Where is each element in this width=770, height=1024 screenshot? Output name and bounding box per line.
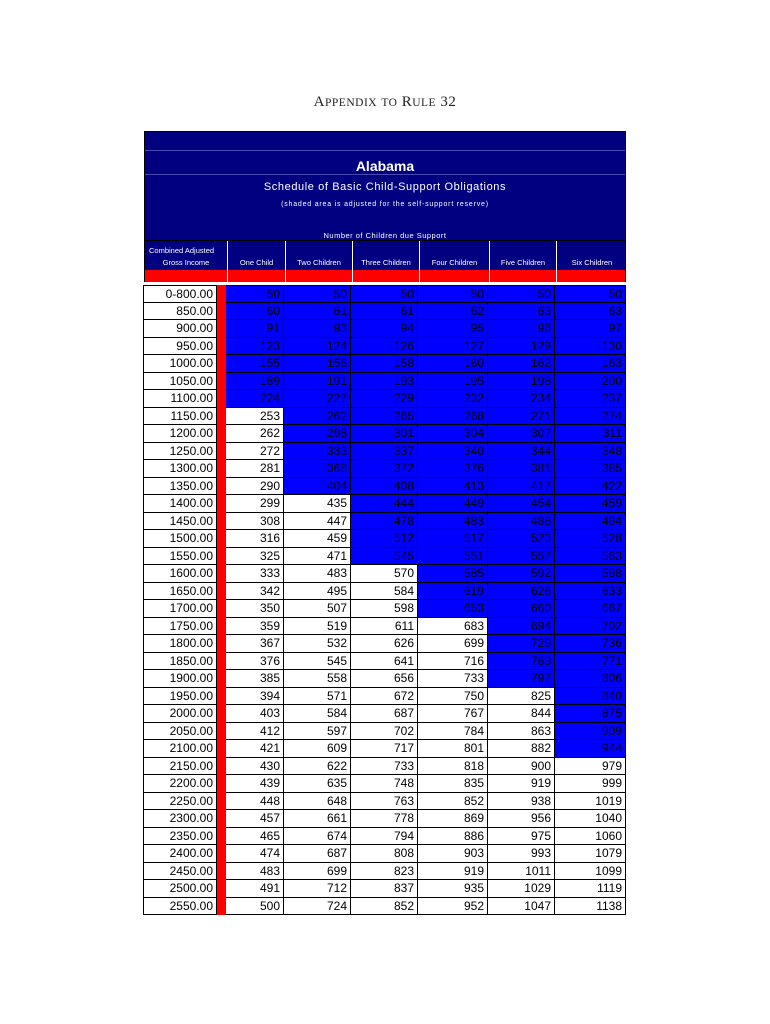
obligation-cell: 155 <box>225 355 284 373</box>
obligation-cell: 622 <box>283 758 351 776</box>
obligation-cell: 712 <box>283 880 351 898</box>
obligation-cell: 823 <box>350 863 418 881</box>
state-name: Alabama <box>355 158 415 174</box>
obligation-cell: 557 <box>487 548 555 566</box>
obligation-cell: 448 <box>225 793 284 811</box>
children-count-label: Number of Children due Support <box>323 231 447 240</box>
shading-note: (shaded area is adjusted for the self-support reserve) <box>281 201 489 208</box>
red-bar-divider <box>285 270 286 282</box>
obligation-cell: 507 <box>283 600 351 618</box>
obligation-cell: 191 <box>283 373 351 391</box>
obligation-cell: 478 <box>350 513 418 531</box>
obligation-cell: 465 <box>225 828 284 846</box>
obligation-cell: 694 <box>487 618 555 636</box>
obligation-cell: 661 <box>283 810 351 828</box>
income-cell: 1850.00 <box>143 653 217 671</box>
obligation-cell: 50 <box>225 285 284 303</box>
column-header-four-children: Four Children <box>419 241 489 270</box>
obligation-cell: 532 <box>283 635 351 653</box>
obligation-cell: 123 <box>225 338 284 356</box>
obligation-cell: 869 <box>417 810 488 828</box>
obligation-cell: 160 <box>417 355 488 373</box>
obligation-cell: 459 <box>554 495 626 513</box>
income-cell: 1450.00 <box>143 513 217 531</box>
income-cell: 1300.00 <box>143 460 217 478</box>
obligation-cell: 94 <box>350 320 418 338</box>
obligation-cell: 350 <box>225 600 284 618</box>
income-cell: 2200.00 <box>143 775 217 793</box>
obligation-cell: 50 <box>350 285 418 303</box>
obligation-cell: 500 <box>225 898 284 916</box>
obligation-cell: 852 <box>417 793 488 811</box>
obligation-cell: 763 <box>487 653 555 671</box>
obligation-cell: 376 <box>225 653 284 671</box>
obligation-cell: 454 <box>487 495 555 513</box>
obligation-cell: 488 <box>487 513 555 531</box>
obligation-cell: 307 <box>487 425 555 443</box>
obligation-cell: 919 <box>487 775 555 793</box>
red-column-strip <box>217 285 226 915</box>
obligation-cell: 234 <box>487 390 555 408</box>
obligation-cell: 129 <box>487 338 555 356</box>
obligation-cell: 528 <box>554 530 626 548</box>
obligation-cell: 224 <box>225 390 284 408</box>
obligation-cell: 882 <box>487 740 555 758</box>
column-header-row <box>144 241 626 270</box>
obligation-cell: 337 <box>350 443 418 461</box>
obligation-cell: 262 <box>225 425 284 443</box>
obligation-cell: 408 <box>350 478 418 496</box>
red-separator-bar <box>144 270 626 282</box>
income-cell: 2350.00 <box>143 828 217 846</box>
obligation-cell: 653 <box>417 600 488 618</box>
red-bar-divider <box>556 270 557 282</box>
obligation-cell: 545 <box>350 548 418 566</box>
income-cell: 1600.00 <box>143 565 217 583</box>
heading-word-3: RULE <box>401 94 437 110</box>
column-header-five-children: Five Children <box>489 241 556 270</box>
obligation-cell: 483 <box>417 513 488 531</box>
appendix-heading <box>0 94 770 111</box>
obligation-cell: 1040 <box>554 810 626 828</box>
obligation-cell: 702 <box>350 723 418 741</box>
obligation-cell: 699 <box>283 863 351 881</box>
obligation-cell: 1060 <box>554 828 626 846</box>
obligation-cell: 635 <box>283 775 351 793</box>
obligation-cell: 262 <box>283 408 351 426</box>
column-header-two-children: Two Children <box>285 241 352 270</box>
obligation-cell: 457 <box>225 810 284 828</box>
obligation-cell: 571 <box>283 688 351 706</box>
income-cell: 1000.00 <box>143 355 217 373</box>
obligation-cell: 1029 <box>487 880 555 898</box>
obligation-cell: 517 <box>417 530 488 548</box>
obligation-cell: 342 <box>225 583 284 601</box>
obligation-cell: 863 <box>487 723 555 741</box>
obligation-cell: 999 <box>554 775 626 793</box>
obligation-cell: 835 <box>417 775 488 793</box>
column-header-three-children: Three Children <box>352 241 419 270</box>
income-cell: 1250.00 <box>143 443 217 461</box>
obligation-cell: 93 <box>283 320 351 338</box>
obligation-cell: 886 <box>417 828 488 846</box>
obligation-cell: 459 <box>283 530 351 548</box>
obligation-cell: 91 <box>225 320 284 338</box>
income-cell: 2300.00 <box>143 810 217 828</box>
income-cell: 1150.00 <box>143 408 217 426</box>
obligation-cell: 325 <box>225 548 284 566</box>
income-cell: 2250.00 <box>143 793 217 811</box>
income-cell: 1950.00 <box>143 688 217 706</box>
obligation-cell: 818 <box>417 758 488 776</box>
obligation-cell: 60 <box>225 303 284 321</box>
obligation-cell: 598 <box>554 565 626 583</box>
obligation-cell: 1119 <box>554 880 626 898</box>
obligation-cell: 956 <box>487 810 555 828</box>
column-header-six-children: Six Children <box>556 241 627 270</box>
obligation-cell: 198 <box>487 373 555 391</box>
obligation-cell: 61 <box>350 303 418 321</box>
obligation-cell: 265 <box>350 408 418 426</box>
income-cell: 900.00 <box>143 320 217 338</box>
obligation-cell: 551 <box>417 548 488 566</box>
obligation-cell: 491 <box>225 880 284 898</box>
income-cell: 1350.00 <box>143 478 217 496</box>
obligation-cell: 687 <box>283 845 351 863</box>
obligation-cell: 702 <box>554 618 626 636</box>
income-cell: 2500.00 <box>143 880 217 898</box>
obligation-cell: 95 <box>417 320 488 338</box>
obligation-cell: 840 <box>554 688 626 706</box>
obligation-cell: 435 <box>283 495 351 513</box>
obligation-cell: 359 <box>225 618 284 636</box>
obligation-cell: 523 <box>487 530 555 548</box>
obligation-cell: 430 <box>225 758 284 776</box>
obligation-cell: 417 <box>487 478 555 496</box>
obligation-cell: 683 <box>417 618 488 636</box>
obligation-cell: 656 <box>350 670 418 688</box>
income-cell: 1700.00 <box>143 600 217 618</box>
obligation-cell: 519 <box>283 618 351 636</box>
obligation-cell: 385 <box>554 460 626 478</box>
income-cell: 1400.00 <box>143 495 217 513</box>
obligation-cell: 158 <box>350 355 418 373</box>
obligation-cell: 767 <box>417 705 488 723</box>
obligation-cell: 483 <box>225 863 284 881</box>
obligation-cell: 729 <box>487 635 555 653</box>
obligation-cell: 444 <box>350 495 418 513</box>
obligation-cell: 237 <box>554 390 626 408</box>
income-cell: 1050.00 <box>143 373 217 391</box>
obligation-cell: 311 <box>554 425 626 443</box>
obligation-cell: 290 <box>225 478 284 496</box>
red-bar-divider <box>419 270 420 282</box>
income-cell: 0-800.00 <box>143 285 217 303</box>
obligation-cell: 348 <box>554 443 626 461</box>
obligation-cell: 674 <box>283 828 351 846</box>
obligation-cell: 227 <box>283 390 351 408</box>
obligation-cell: 903 <box>417 845 488 863</box>
obligation-cell: 162 <box>487 355 555 373</box>
income-cell: 1650.00 <box>143 583 217 601</box>
obligation-cell: 1138 <box>554 898 626 916</box>
obligation-cell: 716 <box>417 653 488 671</box>
obligation-cell: 1019 <box>554 793 626 811</box>
red-bar-divider <box>489 270 490 282</box>
income-cell: 850.00 <box>143 303 217 321</box>
obligation-cell: 844 <box>487 705 555 723</box>
obligation-cell: 62 <box>417 303 488 321</box>
income-cell: 2450.00 <box>143 863 217 881</box>
obligation-cell: 558 <box>283 670 351 688</box>
income-cell: 2400.00 <box>143 845 217 863</box>
heading-word-2: TO <box>381 97 398 109</box>
obligation-cell: 837 <box>350 880 418 898</box>
obligation-cell: 61 <box>283 303 351 321</box>
obligation-cell: 717 <box>350 740 418 758</box>
obligation-cell: 97 <box>554 320 626 338</box>
obligation-cell: 298 <box>283 425 351 443</box>
obligation-cell: 299 <box>225 495 284 513</box>
obligation-cell: 736 <box>554 635 626 653</box>
obligation-cell: 316 <box>225 530 284 548</box>
obligation-cell: 919 <box>417 863 488 881</box>
obligation-cell: 1099 <box>554 863 626 881</box>
obligation-cell: 633 <box>554 583 626 601</box>
obligation-cell: 308 <box>225 513 284 531</box>
obligation-cell: 672 <box>350 688 418 706</box>
obligation-cell: 439 <box>225 775 284 793</box>
obligation-cell: 584 <box>283 705 351 723</box>
obligation-cell: 483 <box>283 565 351 583</box>
obligation-cell: 609 <box>283 740 351 758</box>
obligation-cell: 232 <box>417 390 488 408</box>
obligation-cell: 50 <box>283 285 351 303</box>
income-cell: 1500.00 <box>143 530 217 548</box>
obligation-cell: 900 <box>487 758 555 776</box>
obligation-cell: 733 <box>417 670 488 688</box>
obligation-cell: 495 <box>283 583 351 601</box>
obligation-cell: 301 <box>350 425 418 443</box>
income-cell: 1100.00 <box>143 390 217 408</box>
income-cell: 2550.00 <box>143 898 217 916</box>
obligation-cell: 412 <box>225 723 284 741</box>
income-cell: 2000.00 <box>143 705 217 723</box>
obligation-cell: 979 <box>554 758 626 776</box>
obligation-cell: 733 <box>350 758 418 776</box>
obligation-cell: 626 <box>350 635 418 653</box>
obligation-cell: 268 <box>417 408 488 426</box>
obligation-cell: 340 <box>417 443 488 461</box>
obligation-cell: 376 <box>417 460 488 478</box>
obligation-cell: 585 <box>417 565 488 583</box>
obligation-cell: 909 <box>554 723 626 741</box>
income-column-header: Combined Adjusted Gross Income <box>149 246 215 267</box>
obligation-cell: 124 <box>283 338 351 356</box>
obligation-cell: 372 <box>350 460 418 478</box>
obligation-cell: 195 <box>417 373 488 391</box>
obligation-cell: 748 <box>350 775 418 793</box>
obligation-cell: 597 <box>283 723 351 741</box>
obligation-cell: 852 <box>350 898 418 916</box>
obligation-cell: 63 <box>554 303 626 321</box>
obligation-cell: 806 <box>554 670 626 688</box>
obligation-cell: 699 <box>417 635 488 653</box>
obligation-cell: 422 <box>554 478 626 496</box>
obligation-cell: 1011 <box>487 863 555 881</box>
obligation-cell: 50 <box>417 285 488 303</box>
obligation-cell: 938 <box>487 793 555 811</box>
obligation-cell: 272 <box>225 443 284 461</box>
obligation-cell: 641 <box>350 653 418 671</box>
obligation-cell: 50 <box>554 285 626 303</box>
obligation-cell: 563 <box>554 548 626 566</box>
income-cell: 1550.00 <box>143 548 217 566</box>
income-cell: 2100.00 <box>143 740 217 758</box>
income-cell: 950.00 <box>143 338 217 356</box>
obligation-cell: 189 <box>225 373 284 391</box>
obligation-cell: 975 <box>487 828 555 846</box>
obligation-cell: 333 <box>283 443 351 461</box>
income-cell: 2050.00 <box>143 723 217 741</box>
obligation-cell: 1047 <box>487 898 555 916</box>
income-cell: 1750.00 <box>143 618 217 636</box>
obligation-cell: 494 <box>554 513 626 531</box>
obligation-cell: 474 <box>225 845 284 863</box>
obligation-cell: 274 <box>554 408 626 426</box>
income-cell: 1800.00 <box>143 635 217 653</box>
obligation-cell: 50 <box>487 285 555 303</box>
obligation-cell: 825 <box>487 688 555 706</box>
obligation-cell: 229 <box>350 390 418 408</box>
heading-word-1: APPENDIX <box>313 94 378 110</box>
red-bar-divider <box>227 270 228 282</box>
obligation-cell: 413 <box>417 478 488 496</box>
obligation-cell: 611 <box>350 618 418 636</box>
obligation-cell: 750 <box>417 688 488 706</box>
schedule-title: Schedule of Basic Child-Support Obligations <box>263 181 507 193</box>
obligation-cell: 626 <box>487 583 555 601</box>
heading-number: 32 <box>440 94 457 110</box>
obligation-cell: 127 <box>417 338 488 356</box>
obligation-cell: 648 <box>283 793 351 811</box>
obligation-cell: 724 <box>283 898 351 916</box>
obligation-cell: 403 <box>225 705 284 723</box>
obligation-cell: 545 <box>283 653 351 671</box>
obligation-cell: 447 <box>283 513 351 531</box>
obligation-cell: 993 <box>487 845 555 863</box>
banner-divider <box>145 150 625 151</box>
obligation-cell: 381 <box>487 460 555 478</box>
obligation-cell: 333 <box>225 565 284 583</box>
obligation-cell: 619 <box>417 583 488 601</box>
obligation-cell: 96 <box>487 320 555 338</box>
obligation-cell: 801 <box>417 740 488 758</box>
obligation-cell: 570 <box>350 565 418 583</box>
obligation-cell: 449 <box>417 495 488 513</box>
obligation-cell: 1079 <box>554 845 626 863</box>
obligation-cell: 667 <box>554 600 626 618</box>
obligation-cell: 797 <box>487 670 555 688</box>
obligation-cell: 660 <box>487 600 555 618</box>
obligation-cell: 253 <box>225 408 284 426</box>
obligation-cell: 592 <box>487 565 555 583</box>
obligation-cell: 421 <box>225 740 284 758</box>
obligation-cell: 126 <box>350 338 418 356</box>
obligation-cell: 130 <box>554 338 626 356</box>
obligation-cell: 784 <box>417 723 488 741</box>
obligation-cell: 367 <box>225 635 284 653</box>
obligation-cell: 281 <box>225 460 284 478</box>
obligation-cell: 598 <box>350 600 418 618</box>
obligation-cell: 778 <box>350 810 418 828</box>
obligation-cell: 584 <box>350 583 418 601</box>
obligation-cell: 385 <box>225 670 284 688</box>
obligation-cell: 193 <box>350 373 418 391</box>
obligation-cell: 512 <box>350 530 418 548</box>
obligation-cell: 200 <box>554 373 626 391</box>
obligation-cell: 394 <box>225 688 284 706</box>
obligation-cell: 763 <box>350 793 418 811</box>
obligation-cell: 771 <box>554 653 626 671</box>
obligation-cell: 304 <box>417 425 488 443</box>
red-bar-divider <box>352 270 353 282</box>
table-banner <box>144 131 626 241</box>
obligation-cell: 794 <box>350 828 418 846</box>
obligation-cell: 63 <box>487 303 555 321</box>
income-cell: 1900.00 <box>143 670 217 688</box>
column-header-one-child: One Child <box>227 241 285 270</box>
obligation-cell: 271 <box>487 408 555 426</box>
income-cell: 1200.00 <box>143 425 217 443</box>
obligation-cell: 944 <box>554 740 626 758</box>
banner-divider <box>145 174 625 175</box>
obligation-cell: 404 <box>283 478 351 496</box>
obligation-cell: 163 <box>554 355 626 373</box>
obligation-cell: 952 <box>417 898 488 916</box>
obligation-cell: 935 <box>417 880 488 898</box>
obligation-cell: 808 <box>350 845 418 863</box>
obligation-cell: 344 <box>487 443 555 461</box>
obligation-cell: 875 <box>554 705 626 723</box>
obligation-cell: 687 <box>350 705 418 723</box>
obligation-cell: 471 <box>283 548 351 566</box>
obligation-cell: 368 <box>283 460 351 478</box>
obligation-cell: 156 <box>283 355 351 373</box>
income-cell: 2150.00 <box>143 758 217 776</box>
